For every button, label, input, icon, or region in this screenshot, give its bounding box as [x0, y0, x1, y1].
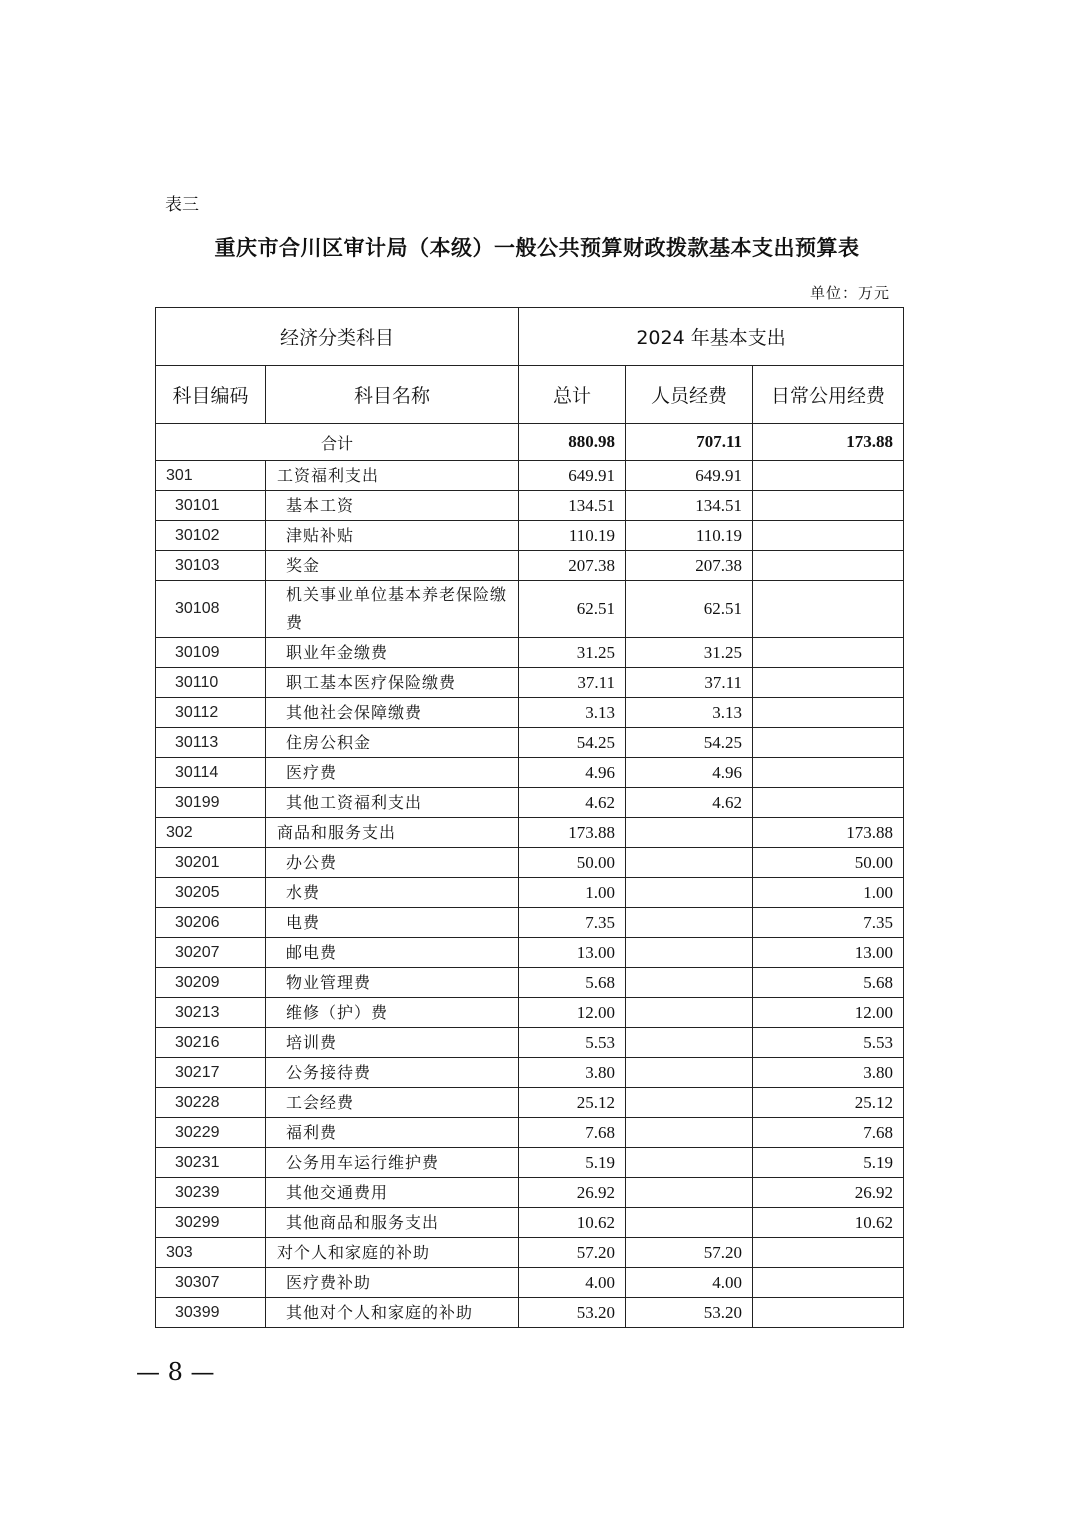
row-code: 30103 [156, 551, 266, 581]
row-total: 4.96 [519, 758, 626, 788]
row-code: 30213 [156, 998, 266, 1028]
row-personnel [626, 1208, 753, 1238]
row-public [753, 1298, 904, 1328]
row-code: 30199 [156, 788, 266, 818]
row-personnel [626, 908, 753, 938]
header-code: 科目编码 [156, 366, 266, 424]
row-code: 30216 [156, 1028, 266, 1058]
table-row [156, 848, 904, 878]
row-total: 57.20 [519, 1238, 626, 1268]
row-code: 30113 [156, 728, 266, 758]
row-name: 医疗费补助 [266, 1268, 519, 1298]
row-total: 4.00 [519, 1268, 626, 1298]
row-total: 7.35 [519, 908, 626, 938]
table-row [156, 1088, 904, 1118]
row-personnel [626, 1178, 753, 1208]
row-name: 福利费 [266, 1118, 519, 1148]
row-personnel [626, 998, 753, 1028]
row-name: 职业年金缴费 [266, 638, 519, 668]
row-total: 37.11 [519, 668, 626, 698]
row-total: 110.19 [519, 521, 626, 551]
row-name: 办公费 [266, 848, 519, 878]
total-row [156, 424, 904, 461]
row-total: 5.53 [519, 1028, 626, 1058]
row-public: 5.53 [753, 1028, 904, 1058]
row-personnel: 62.51 [626, 581, 753, 638]
row-personnel [626, 1028, 753, 1058]
row-total: 54.25 [519, 728, 626, 758]
row-public: 173.88 [753, 818, 904, 848]
table-row [156, 938, 904, 968]
page-title: 重庆市合川区审计局（本级）一般公共预算财政拨款基本支出预算表 [214, 235, 860, 260]
row-total: 134.51 [519, 491, 626, 521]
row-name: 公务接待费 [266, 1058, 519, 1088]
row-public [753, 728, 904, 758]
table-row [156, 728, 904, 758]
row-public: 50.00 [753, 848, 904, 878]
table-row [156, 758, 904, 788]
row-code: 30399 [156, 1298, 266, 1328]
row-name: 其他工资福利支出 [266, 788, 519, 818]
row-code: 30299 [156, 1208, 266, 1238]
row-personnel [626, 1058, 753, 1088]
row-public [753, 491, 904, 521]
row-name: 商品和服务支出 [266, 818, 519, 848]
table-row [156, 638, 904, 668]
row-name: 其他社会保障缴费 [266, 698, 519, 728]
row-total: 26.92 [519, 1178, 626, 1208]
table-row [156, 491, 904, 521]
row-total: 7.68 [519, 1118, 626, 1148]
row-personnel [626, 878, 753, 908]
table-row [156, 1298, 904, 1328]
row-name: 水费 [266, 878, 519, 908]
row-total: 31.25 [519, 638, 626, 668]
row-code: 30108 [156, 581, 266, 638]
row-name: 奖金 [266, 551, 519, 581]
row-code: 30114 [156, 758, 266, 788]
table-row [156, 461, 904, 491]
row-code: 302 [156, 818, 266, 848]
row-personnel: 134.51 [626, 491, 753, 521]
row-personnel [626, 818, 753, 848]
row-code: 30209 [156, 968, 266, 998]
table-row [156, 521, 904, 551]
row-code: 30307 [156, 1268, 266, 1298]
header-total: 总计 [519, 366, 626, 424]
row-personnel: 57.20 [626, 1238, 753, 1268]
row-total: 173.88 [519, 818, 626, 848]
table-label: 表三 [165, 195, 199, 215]
row-personnel: 4.00 [626, 1268, 753, 1298]
row-name: 邮电费 [266, 938, 519, 968]
row-public [753, 461, 904, 491]
row-public [753, 788, 904, 818]
row-total: 53.20 [519, 1298, 626, 1328]
header-row-2 [156, 366, 904, 424]
header-public: 日常公用经费 [753, 366, 904, 424]
row-code: 30217 [156, 1058, 266, 1088]
row-public [753, 521, 904, 551]
row-total: 62.51 [519, 581, 626, 638]
row-public: 7.35 [753, 908, 904, 938]
row-code: 30239 [156, 1178, 266, 1208]
table-row [156, 1238, 904, 1268]
row-public: 7.68 [753, 1118, 904, 1148]
table-row [156, 1268, 904, 1298]
row-public [753, 1238, 904, 1268]
row-code: 303 [156, 1238, 266, 1268]
row-code: 30228 [156, 1088, 266, 1118]
row-name: 维修（护）费 [266, 998, 519, 1028]
row-personnel: 110.19 [626, 521, 753, 551]
total-label: 合计 [156, 424, 519, 461]
row-code: 30229 [156, 1118, 266, 1148]
header-basic-expenditure: 2024 年基本支出 [519, 308, 904, 366]
row-total: 3.13 [519, 698, 626, 728]
row-personnel: 4.96 [626, 758, 753, 788]
total-public: 173.88 [753, 424, 904, 461]
row-public: 13.00 [753, 938, 904, 968]
header-row-1 [156, 308, 904, 366]
table-row [156, 908, 904, 938]
table-row [156, 1208, 904, 1238]
row-code: 30109 [156, 638, 266, 668]
page-number: — 8 — [136, 1358, 215, 1386]
row-public [753, 758, 904, 788]
row-code: 30231 [156, 1148, 266, 1178]
table-row [156, 968, 904, 998]
row-code: 30206 [156, 908, 266, 938]
row-public [753, 668, 904, 698]
header-econ-class: 经济分类科目 [156, 308, 519, 366]
row-personnel: 54.25 [626, 728, 753, 758]
row-total: 50.00 [519, 848, 626, 878]
row-public [753, 551, 904, 581]
row-personnel [626, 938, 753, 968]
table-row [156, 1178, 904, 1208]
row-name: 医疗费 [266, 758, 519, 788]
row-personnel: 31.25 [626, 638, 753, 668]
row-personnel: 53.20 [626, 1298, 753, 1328]
row-total: 3.80 [519, 1058, 626, 1088]
row-name: 电费 [266, 908, 519, 938]
budget-table [155, 307, 904, 1328]
row-code: 30201 [156, 848, 266, 878]
table-row [156, 1118, 904, 1148]
total-total: 880.98 [519, 424, 626, 461]
row-personnel [626, 1118, 753, 1148]
row-public: 25.12 [753, 1088, 904, 1118]
row-public: 10.62 [753, 1208, 904, 1238]
row-name: 工会经费 [266, 1088, 519, 1118]
row-total: 25.12 [519, 1088, 626, 1118]
table-row [156, 698, 904, 728]
table-row [156, 818, 904, 848]
header-name: 科目名称 [266, 366, 519, 424]
row-personnel [626, 1088, 753, 1118]
row-total: 12.00 [519, 998, 626, 1028]
row-public: 1.00 [753, 878, 904, 908]
row-public [753, 1268, 904, 1298]
row-personnel [626, 1148, 753, 1178]
row-total: 13.00 [519, 938, 626, 968]
row-name: 培训费 [266, 1028, 519, 1058]
table-row [156, 998, 904, 1028]
row-personnel: 207.38 [626, 551, 753, 581]
row-total: 649.91 [519, 461, 626, 491]
row-name: 工资福利支出 [266, 461, 519, 491]
unit-label: 单位：万元 [809, 284, 890, 302]
row-code: 30205 [156, 878, 266, 908]
row-code: 30207 [156, 938, 266, 968]
row-public [753, 581, 904, 638]
row-personnel [626, 848, 753, 878]
table-row [156, 878, 904, 908]
row-code: 30102 [156, 521, 266, 551]
row-name: 对个人和家庭的补助 [266, 1238, 519, 1268]
row-name: 职工基本医疗保险缴费 [266, 668, 519, 698]
row-name: 其他商品和服务支出 [266, 1208, 519, 1238]
table-row [156, 581, 904, 638]
row-public: 3.80 [753, 1058, 904, 1088]
row-code: 30112 [156, 698, 266, 728]
row-code: 301 [156, 461, 266, 491]
row-personnel [626, 968, 753, 998]
table-row [156, 1028, 904, 1058]
row-total: 10.62 [519, 1208, 626, 1238]
table-row [156, 668, 904, 698]
row-name: 其他对个人和家庭的补助 [266, 1298, 519, 1328]
row-public [753, 638, 904, 668]
table-row [156, 551, 904, 581]
row-name: 物业管理费 [266, 968, 519, 998]
row-name: 住房公积金 [266, 728, 519, 758]
row-total: 5.19 [519, 1148, 626, 1178]
row-public: 26.92 [753, 1178, 904, 1208]
row-total: 4.62 [519, 788, 626, 818]
row-personnel: 649.91 [626, 461, 753, 491]
row-name: 机关事业单位基本养老保险缴费 [266, 581, 519, 638]
row-public: 5.19 [753, 1148, 904, 1178]
row-name: 公务用车运行维护费 [266, 1148, 519, 1178]
row-code: 30110 [156, 668, 266, 698]
row-personnel: 3.13 [626, 698, 753, 728]
row-public: 12.00 [753, 998, 904, 1028]
table-row [156, 788, 904, 818]
row-code: 30101 [156, 491, 266, 521]
row-public: 5.68 [753, 968, 904, 998]
table-row [156, 1148, 904, 1178]
row-personnel: 4.62 [626, 788, 753, 818]
row-total: 5.68 [519, 968, 626, 998]
table-row [156, 1058, 904, 1088]
row-name: 津贴补贴 [266, 521, 519, 551]
row-name: 基本工资 [266, 491, 519, 521]
row-personnel: 37.11 [626, 668, 753, 698]
header-personnel: 人员经费 [626, 366, 753, 424]
row-name: 其他交通费用 [266, 1178, 519, 1208]
row-total: 207.38 [519, 551, 626, 581]
total-personnel: 707.11 [626, 424, 753, 461]
row-public [753, 698, 904, 728]
row-total: 1.00 [519, 878, 626, 908]
